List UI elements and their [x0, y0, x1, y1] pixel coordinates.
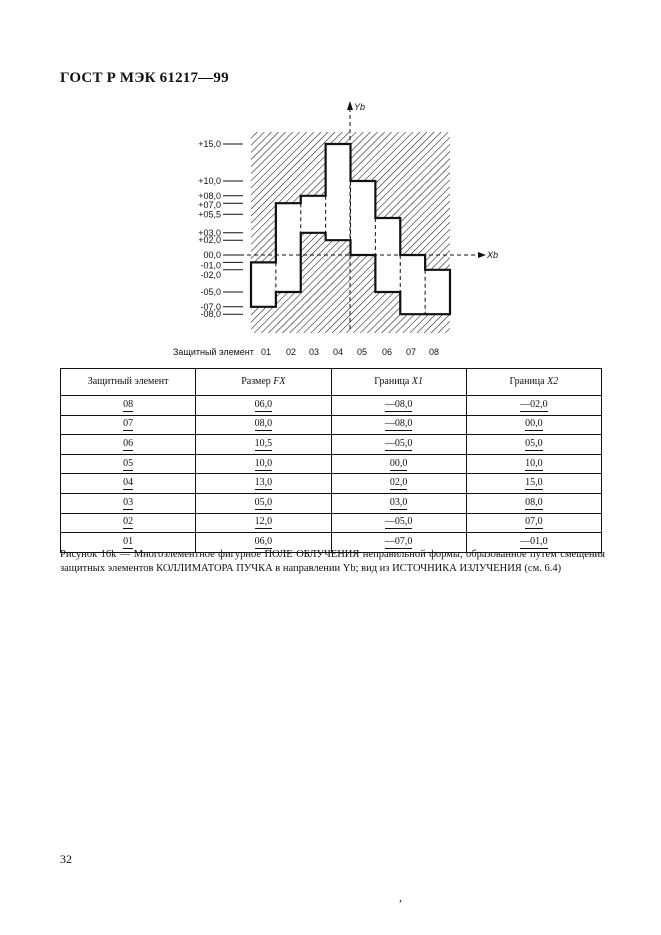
lower-leaf-06: [375, 292, 400, 333]
table-row: 07 08,0 —08,0 00,0: [61, 415, 602, 435]
element-labels: [173, 347, 439, 357]
upper-leaf-06: [375, 132, 400, 218]
element-number: 03: [308, 347, 320, 357]
table-row: 03 05,0 03,0 08,0: [61, 493, 602, 513]
x-axis-arrow: [478, 252, 486, 258]
upper-leaf-03: [301, 132, 326, 196]
lower-leaf-04: [326, 240, 351, 333]
y-tick-label: +02,0: [198, 235, 221, 246]
col-x2: Граница X2: [466, 369, 601, 396]
leaf-diagram: [0, 0, 661, 365]
table-row: 05 10,0 00,0 10,0: [61, 454, 602, 474]
col-element: Защитный элемент: [61, 369, 196, 396]
page-number: 32: [60, 852, 72, 866]
y-tick-label: +03,0: [198, 227, 221, 238]
col-x1: Граница X1: [331, 369, 466, 396]
upper-leaf-05: [351, 132, 376, 181]
upper-leaf-08: [425, 132, 450, 270]
element-number: 01: [260, 347, 272, 357]
table-row: 08 06,0 —08,0 —02,0: [61, 396, 602, 416]
upper-leaf-04: [326, 132, 351, 144]
lower-leaf-08: [425, 314, 450, 333]
upper-leaf-07: [400, 132, 425, 255]
table-row: 06 10,5 —05,0 05,0: [61, 435, 602, 455]
y-tick-label: -01,0: [200, 260, 221, 271]
figure-caption: Рисунок 16k — Многоэлементное фигурное ПОЛЕ ОБЛУЧЕНИЯ неправильной формы, образованное путем смещения защитных элементов КОЛЛИМАТОРА ПУЧКА в направлении Yb; вид из ИСТОЧНИКА ИЗЛУЧЕНИЯ (см. 6.4): [60, 549, 605, 574]
y-tick-label: +15,0: [198, 139, 221, 149]
y-tick-label: -07,0: [200, 301, 221, 312]
lower-leaf-05: [351, 255, 376, 333]
y-tick-label: 00,0: [203, 250, 221, 260]
lower-leaf-01: [251, 307, 276, 333]
table-row: 01 06,0 —07,0 —01,0: [61, 533, 602, 553]
y-axis-label: Yb: [354, 102, 366, 112]
upper-leaf-01: [251, 132, 276, 262]
y-tick-label: -05,0: [200, 287, 221, 297]
x-axis-label: Xb: [487, 250, 499, 260]
element-number: 05: [356, 347, 368, 357]
element-number: 08: [428, 347, 440, 357]
y-tick-label: +07,0: [198, 200, 221, 211]
leaf-table: [60, 368, 602, 553]
table-row: 04 13,0 02,0 15,0: [61, 474, 602, 494]
element-number: 02: [285, 347, 297, 357]
y-tick-label: -08,0: [200, 309, 221, 320]
element-number: 07: [405, 347, 417, 357]
y-ticks: [198, 139, 243, 319]
y-axis-arrow: [347, 101, 353, 110]
upper-leaf-02: [276, 132, 301, 203]
y-tick-label: +08,0: [198, 190, 221, 201]
y-tick-label: -02,0: [200, 269, 221, 280]
element-number: 04: [332, 347, 344, 357]
element-number: 06: [381, 347, 393, 357]
lower-leaf-03: [301, 233, 326, 333]
document-header: ГОСТ Р МЭК 61217—99: [60, 70, 229, 86]
element-axis-title: Защитный элемент: [173, 347, 254, 357]
lower-leaf-02: [276, 292, 301, 333]
col-size: Размер FX: [196, 369, 331, 396]
table-header-row: [61, 369, 602, 396]
stray-mark: ,: [399, 890, 402, 904]
lower-leaf-07: [400, 314, 425, 333]
y-tick-label: +10,0: [198, 176, 221, 186]
table-row: 02 12,0 —05,0 07,0: [61, 513, 602, 533]
y-tick-label: +05,5: [198, 209, 221, 220]
